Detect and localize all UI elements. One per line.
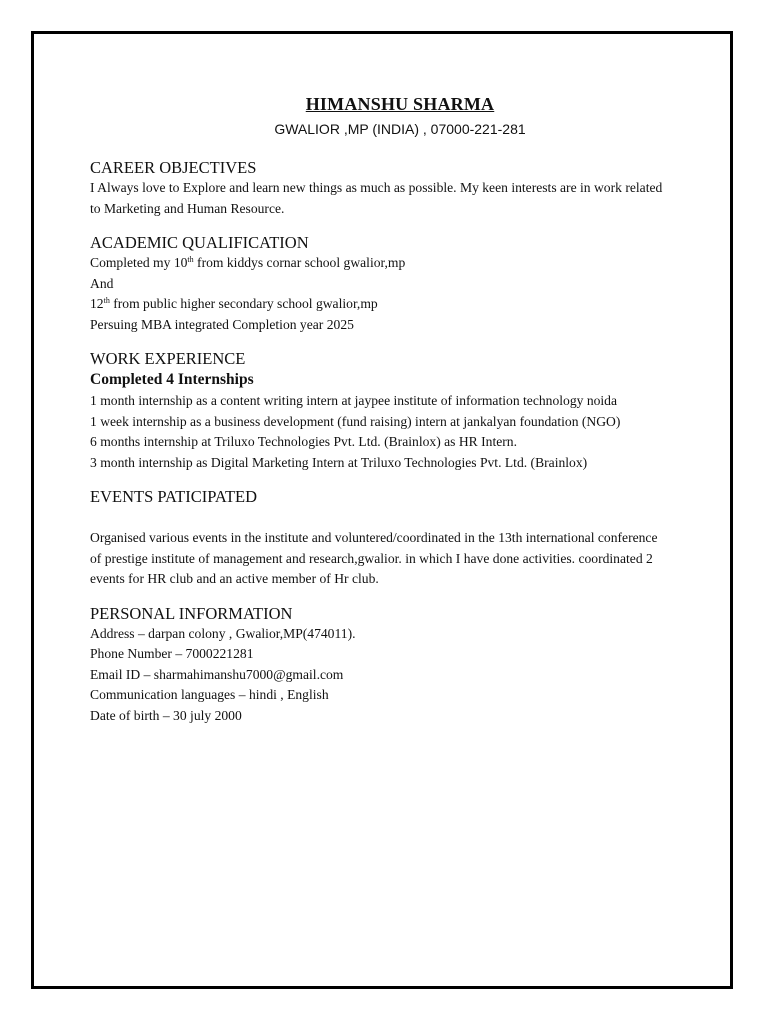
personal-email: Email ID – sharmahimanshu7000@gmail.com bbox=[90, 666, 344, 682]
internship-item: 3 month internship as Digital Marketing Intern at Triluxo Technologies Pvt. Ltd. (Brainlox) bbox=[90, 454, 588, 470]
personal-dob: Date of birth – 30 july 2000 bbox=[90, 707, 242, 723]
internship-item: 6 months internship at Triluxo Technologies Pvt. Ltd. (Brainlox) as HR Intern. bbox=[90, 434, 517, 449]
academic-line-12th: 12th from public higher secondary school gwalior,mp bbox=[90, 296, 378, 311]
academic-line-mba: Persuing MBA integrated Completion year 2025 bbox=[90, 316, 354, 332]
resume-content bbox=[90, 94, 730, 726]
events-heading: EVENTS PATICIPATED bbox=[90, 487, 258, 506]
academic-qualification-heading: ACADEMIC QUALIFICATION bbox=[90, 233, 309, 252]
internships-subheading: Completed 4 Internships bbox=[90, 371, 254, 388]
events-line: events for HR club and an active member of Hr club. bbox=[90, 571, 379, 586]
work-experience-heading: WORK EXPERIENCE bbox=[90, 349, 246, 368]
career-objectives-heading: CAREER OBJECTIVES bbox=[90, 158, 257, 177]
academic-line-and: And bbox=[90, 275, 114, 291]
career-objectives-line: to Marketing and Human Resource. bbox=[90, 200, 285, 216]
internship-item: 1 month internship as a content writing intern at jaypee institute of information technology noida bbox=[90, 393, 618, 408]
events-line: Organised various events in the institute and voluntered/coordinated in the 13th international conference bbox=[90, 530, 658, 545]
personal-address: Address – darpan colony , Gwalior,MP(474011). bbox=[90, 625, 356, 641]
internship-item: 1 week internship as a business development (fund raising) intern at jankalyan foundation (NGO) bbox=[90, 413, 621, 429]
career-objectives-line: I Always love to Explore and learn new things as much as possible. My keen interests are in work related bbox=[90, 180, 663, 195]
personal-phone: Phone Number – 7000221281 bbox=[90, 646, 254, 661]
candidate-name: HIMANSHU SHARMA bbox=[305, 94, 495, 114]
personal-languages: Communication languages – hindi , English bbox=[90, 687, 329, 702]
contact-line: GWALIOR ,MP (INDIA) , 07000-221-281 bbox=[274, 121, 526, 137]
events-line: of prestige institute of management and research,gwalior. in which I have done activities. coordinated 2 bbox=[90, 550, 653, 566]
academic-line-10th: Completed my 10th from kiddys cornar school gwalior,mp bbox=[90, 255, 406, 270]
personal-information-heading: PERSONAL INFORMATION bbox=[90, 603, 293, 623]
